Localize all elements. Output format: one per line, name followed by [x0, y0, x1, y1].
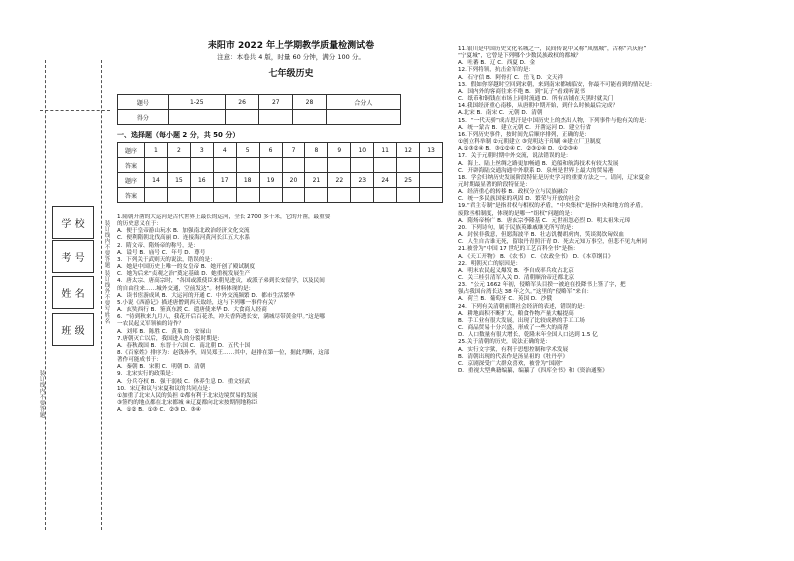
answer-cell[interactable] [213, 188, 236, 203]
answer-cell[interactable] [351, 188, 374, 203]
question-right-line: A．吐蕃 B．辽 C．西夏 D．金 [458, 60, 536, 67]
question-number-cell: 20 [282, 173, 305, 188]
answer-cell[interactable] [328, 158, 351, 173]
row-label: 答案 [118, 158, 145, 173]
score-cell[interactable] [259, 110, 293, 125]
score-cell[interactable] [326, 110, 400, 125]
question-right-line: A.北宋 B．南宋 C．元朝 D．清朝 [458, 110, 543, 117]
row-label: 题序 [118, 173, 145, 188]
question-right-line: A．石守信 B．阿骨打 C．岳飞 D．文天祥 [458, 74, 564, 81]
question-number-cell: 4 [213, 143, 236, 158]
question-right-line: “宁夏城”，它曾是下列哪个少数民族政权的都城？ [458, 53, 582, 60]
question-left-line: C．便利隋朝北伐高丽 D．连接海河黄河长江五大水系 [117, 235, 251, 242]
binder-dashed-line-left [45, 60, 46, 530]
answer-grid-answer-row [118, 158, 443, 173]
question-left-line: A．春秋战国 B．东晋十六国 C．南北朝 D．五代十国 [117, 342, 251, 349]
question-left-line: 6．“待到秋来九月八，我花开后百花杀，冲天香阵透长安，满城尽带黄金甲。”这是哪 [117, 314, 325, 321]
score-table [117, 94, 401, 125]
question-left-line: A．读书宦游成风 B．大运河的开通 C．中外交流频繁 D．都市生活繁华 [117, 292, 295, 299]
answer-cell[interactable] [397, 158, 420, 173]
question-left-line: 10．宋辽和议与宋夏和议的共同点是： [117, 385, 214, 392]
question-right-line: A．荷兰 B．葡萄牙 C．英国 D．沙俄 [458, 296, 552, 303]
question-right-line: 元时期最显著的阶段特征是： [458, 181, 531, 188]
question-right-line: 24．下列有关清朝前期社会经济的表述，错误的是： [458, 303, 589, 310]
score-header-cell: 26 [225, 95, 259, 110]
question-number-cell: 15 [167, 173, 190, 188]
question-number-cell: 13 [420, 143, 443, 158]
score-row-label: 得分 [118, 110, 169, 125]
question-left-line: A．分兵夺权 B．强干弱枝 C．休养生息 D．重文轻武 [117, 378, 251, 385]
empty-cell [420, 188, 443, 203]
question-right-line: 20．下列诗句，属于民族英雄戚继光所写的是： [458, 224, 577, 231]
exam-title: 耒阳市 2022 年上学期教学质量检测试卷 [207, 41, 375, 51]
question-number-cell: 5 [236, 143, 259, 158]
question-right-line: 16.下列历史事件，按时间先后顺序排列，正确的是： [458, 131, 590, 138]
binder-seal-text-left: 装订线内不要答题 [38, 370, 45, 418]
question-left-line: 4．唐太宗、唐高宗时，“各国或派使臣来朝见进贡，或派子弟到长安留学，以及民间 [117, 278, 325, 285]
question-right-line: A．实行文字狱，有利于思想控制和学术发展 [458, 346, 569, 353]
question-right-line: A．国内外的客商往来不绝 B．到“瓦子”看戏听说书 [458, 88, 586, 95]
binder-field-exam-number[interactable]: 考 号 [52, 240, 94, 273]
question-right-line: A．经济重心的转移 B．政权分立与民族融合 [458, 189, 569, 196]
question-right-line: A．统一蒙古 B．建立元朝 C．开凿运河 D．建立行省 [458, 124, 592, 131]
answer-cell[interactable] [190, 188, 213, 203]
question-number-cell: 12 [397, 143, 420, 158]
score-cell[interactable] [293, 110, 327, 125]
answer-grid-answer-row [118, 188, 443, 203]
question-number-cell: 7 [282, 143, 305, 158]
answer-cell[interactable] [374, 158, 397, 173]
question-left-line: 2．隋文帝、隋炀帝的称号，是： [117, 242, 199, 249]
question-number-cell: 3 [190, 143, 213, 158]
answer-cell[interactable] [420, 158, 443, 173]
question-right-line: 17．关于元朝时期中外交流，说法错误的是： [458, 153, 572, 160]
binder-field-school[interactable]: 学 校 [52, 206, 94, 239]
question-right-line: B．手工业有很大发展，出现了比较成熟的手工工场 [458, 317, 585, 324]
binder-seal-text-right: 装订线内不要答题 装订线外不要写姓名 [103, 220, 110, 325]
answer-grid-number-row [118, 173, 443, 188]
question-right-line: 23．“公元 1662 年初，侵略军头目揆一被迫在投降书上签了字，把 [458, 282, 626, 289]
question-right-line: 14.我国经济重心南移，从唐朝中期开始，到什么时候最后完成？ [458, 103, 618, 110]
question-right-line: C．人生自古谁无死，留取丹青照汗青 D．死去元知万事空，但悲不见九州同 [458, 239, 647, 246]
answer-cell[interactable] [328, 188, 351, 203]
question-number-cell: 17 [213, 173, 236, 188]
answer-cell[interactable] [145, 188, 168, 203]
question-number-cell: 14 [145, 173, 168, 188]
section-heading: 一、选择题（每小题 2 分，共 50 分） [117, 131, 240, 139]
question-right-line: C．统一多民族国家的巩固 D．繁荣与开放的社会 [458, 196, 580, 203]
question-number-cell: 11 [374, 143, 397, 158]
question-right-line: 19.“君主专制”是指君权与相权的矛盾，“中央集权”是指中央和地方的矛盾。 [458, 203, 647, 210]
question-right-line: 13．假如你穿越时空回到宋朝，来到南宋都城临安，你最不可能看到的情况是： [458, 81, 656, 88]
question-left-line: 3．下列关于武则天的说法，错误的是： [117, 256, 216, 263]
question-number-cell: 23 [351, 173, 374, 188]
question-right-line: 强占我国台湾长达 38 年之久。”这里的“侵略军”来自： [458, 289, 593, 296]
answer-cell[interactable] [145, 158, 168, 173]
question-left-line: 的自由往来……城外交通，空前发达”。材料体现的是： [117, 285, 255, 292]
score-header-cell: 28 [293, 95, 327, 110]
question-right-line: C．开辟海陆交通沟通中外联系 D．泉州是世界上最大的贸易港 [458, 167, 614, 174]
question-right-line: A．海上、陆上丝绸之路更加畅通 B．追船和航海技术有较大发展 [458, 160, 619, 167]
binder-field-name[interactable]: 姓 名 [52, 276, 94, 309]
score-cell[interactable] [168, 110, 225, 125]
answer-cell[interactable] [236, 158, 259, 173]
question-right-line: A．隋炀帝杨广 B．唐玄宗李隆基 C．元世祖忽必烈 D．明太祖朱元璋 [458, 217, 631, 224]
answer-cell[interactable] [282, 188, 305, 203]
question-right-line: A．耕地面积不断扩大，粮食作物产量大幅提高 [458, 310, 574, 317]
question-number-cell: 22 [328, 173, 351, 188]
answer-cell[interactable] [259, 158, 282, 173]
question-number-cell: 10 [351, 143, 374, 158]
score-table-score-row [118, 110, 401, 125]
exam-subject: 七年级历史 [268, 69, 314, 79]
row-label: 答案 [118, 188, 145, 203]
question-left-line: A．便于皇帝游山玩水 B．加强南北政治经济文化交流 [117, 228, 250, 235]
score-cell[interactable] [225, 110, 259, 125]
question-number-cell: 1 [145, 143, 168, 158]
questions-left-column [117, 214, 447, 414]
answer-cell[interactable] [190, 158, 213, 173]
question-left-line: 7.唐朝灭亡以后，我国进入的分裂时期是： [117, 335, 224, 342]
question-left-line: A．刘邦 B．陈胜 C．黄巢 D．安禄山 [117, 328, 211, 335]
answer-cell[interactable] [397, 188, 420, 203]
question-number-cell: 25 [397, 173, 420, 188]
exam-note: 注意：本卷共 4 版，时量 60 分钟，满分 100 分。 [217, 53, 365, 61]
question-right-line: D．人口数量有很大增长，乾隆末年全国人口达到 1.5 亿 [458, 332, 598, 339]
question-right-line: C．关三桂引清军入关 D．清朝顺治帝迁都北京 [458, 275, 575, 281]
answer-cell[interactable] [374, 188, 397, 203]
score-header-cell: 合分人 [326, 95, 400, 110]
question-left-line: ③签约的地点都在北宋都城 ④辽夏都向北宋按期削地称臣 [117, 400, 258, 407]
question-right-line: 11.银川是中国历史文化名城之一，民间传说中又称“凤凰城”，古称“兴庆府” [458, 46, 647, 52]
question-left-line: A．秦朝 B．宋朝 C．明朝 D．清朝 [117, 364, 206, 371]
question-right-line: 12.下列将领，抗击金军的是： [458, 67, 535, 74]
answer-cell[interactable] [236, 188, 259, 203]
question-left-line: A．玄奘西行 B．鉴真东渡 C．遣唐使来华 D．大食商人经商 [117, 307, 267, 314]
answer-grid-number-row [118, 143, 443, 158]
binder-top-line [40, 110, 110, 112]
answer-cell[interactable] [351, 158, 374, 173]
question-right-line: A.①③②④ B．③①②④ C．②③①④ D．①②③④ [458, 146, 578, 153]
question-right-line: 15．“一代天骄”成吉思汗是中国历史上的杰出人物，下列事件与他有关的是： [458, 117, 650, 124]
question-left-line: ①加重了北宋人民的负担 ②都有利于北宋边境贸易的发展 [117, 392, 258, 399]
question-right-line: C．商品贸易十分兴盛，形成了一些大的商帮 [458, 325, 569, 332]
answer-cell[interactable] [305, 158, 328, 173]
answer-cell[interactable] [213, 158, 236, 173]
question-right-line: 22．明朝灭亡的原因是： [458, 260, 522, 267]
question-right-line: ①创立科举制 ②元朝建立 ③党明达于印刷 ④建立厂卫制度 [458, 139, 601, 146]
empty-cell [420, 173, 443, 188]
answer-cell[interactable] [259, 188, 282, 203]
question-left-line: 的历史意义在于： [117, 221, 162, 228]
question-number-cell: 16 [190, 173, 213, 188]
binder-dashed-line-right [101, 60, 102, 530]
question-right-line: C．京剧深受广大群众喜欢，被誉为“国剧” [458, 360, 563, 367]
question-left-line: C．她为后来“贞观之治”奠定基础 D．她重视发展生产 [117, 271, 251, 278]
score-table-header-row [118, 95, 401, 110]
question-left-line: A．谥号 B．庙号 C．年号 D．尊号 [117, 249, 206, 256]
question-right-line: C．纸币和铜钱在市场上同时流通 D．所有店铺在天黑时就关门 [458, 96, 614, 103]
score-header-cell: 27 [259, 95, 293, 110]
question-left-line: 著作可能成书于： [117, 357, 162, 364]
question-left-line: 9．北宋实行的政策是： [117, 371, 177, 378]
questions-right-column [458, 46, 788, 375]
question-left-line: 1.隋朝开凿的大运河是古代世界上最长的运河，全长 2700 多千米，它的开凿，最重要 [117, 214, 331, 220]
answer-cell[interactable] [282, 158, 305, 173]
question-number-cell: 2 [167, 143, 190, 158]
answer-cell[interactable] [167, 158, 190, 173]
answer-cell[interactable] [305, 188, 328, 203]
question-right-line: 21.被誉为“中国 17 世纪的工艺百科全书”是指： [458, 246, 579, 253]
question-number-cell: 18 [236, 173, 259, 188]
question-right-line: A．封侯非我意，但愿海波平 B．壮志饥餐胡虏肉，笑谈渴饮匈奴血 [458, 232, 625, 239]
binder-field-class[interactable]: 班 级 [52, 313, 94, 346]
question-right-line: 18．学会归纳历史发展阶段特征是历史学习的重要方法之一。请问，辽宋夏金 [458, 174, 650, 181]
question-right-line: D．重视大型典籍编纂，编纂了《四库全书》和《资治通鉴》 [458, 368, 608, 375]
question-left-line: A．①② B．①③ C．②③ D．③④ [117, 407, 201, 414]
question-number-cell: 19 [259, 173, 282, 188]
question-right-line: 25.关于清朝的历史，说法正确的是： [458, 339, 551, 346]
question-right-line: 废除丞相制度，体现的是哪一“组权”问题的是： [458, 210, 576, 217]
question-right-line: A．明末农民起义爆发 B．李自成率兵攻占北京 [458, 267, 574, 274]
question-left-line: A．她是中国历史上唯一的女皇帝 B．她开创了殿试制度 [117, 264, 256, 271]
score-header-cell: 题号 [118, 95, 169, 110]
question-left-line: 一农民起义军领袖的诗作？ [117, 321, 185, 328]
row-label: 题序 [118, 143, 145, 158]
question-right-line: A．《天工开物》 B．《农书》 C．《农政全书》 D．《本草纲目》 [458, 253, 614, 260]
score-header-cell: 1-25 [168, 95, 225, 110]
question-number-cell: 24 [374, 173, 397, 188]
answer-grid [117, 142, 443, 203]
answer-cell[interactable] [167, 188, 190, 203]
question-left-line: 5.小说《西游记》描述唐僧到西天取经，这与下列哪一事件有关？ [117, 299, 279, 306]
question-number-cell: 21 [305, 173, 328, 188]
question-number-cell: 6 [259, 143, 282, 158]
question-number-cell: 9 [328, 143, 351, 158]
question-left-line: 8.《百家姓》排序为：赵钱孙李，周吴郑王……其中，赵排在第一位，据此判断，这部 [117, 349, 330, 356]
question-right-line: B．清朝出现的代表作是汤显祖的《牡丹亭》 [458, 353, 569, 360]
question-number-cell: 8 [305, 143, 328, 158]
